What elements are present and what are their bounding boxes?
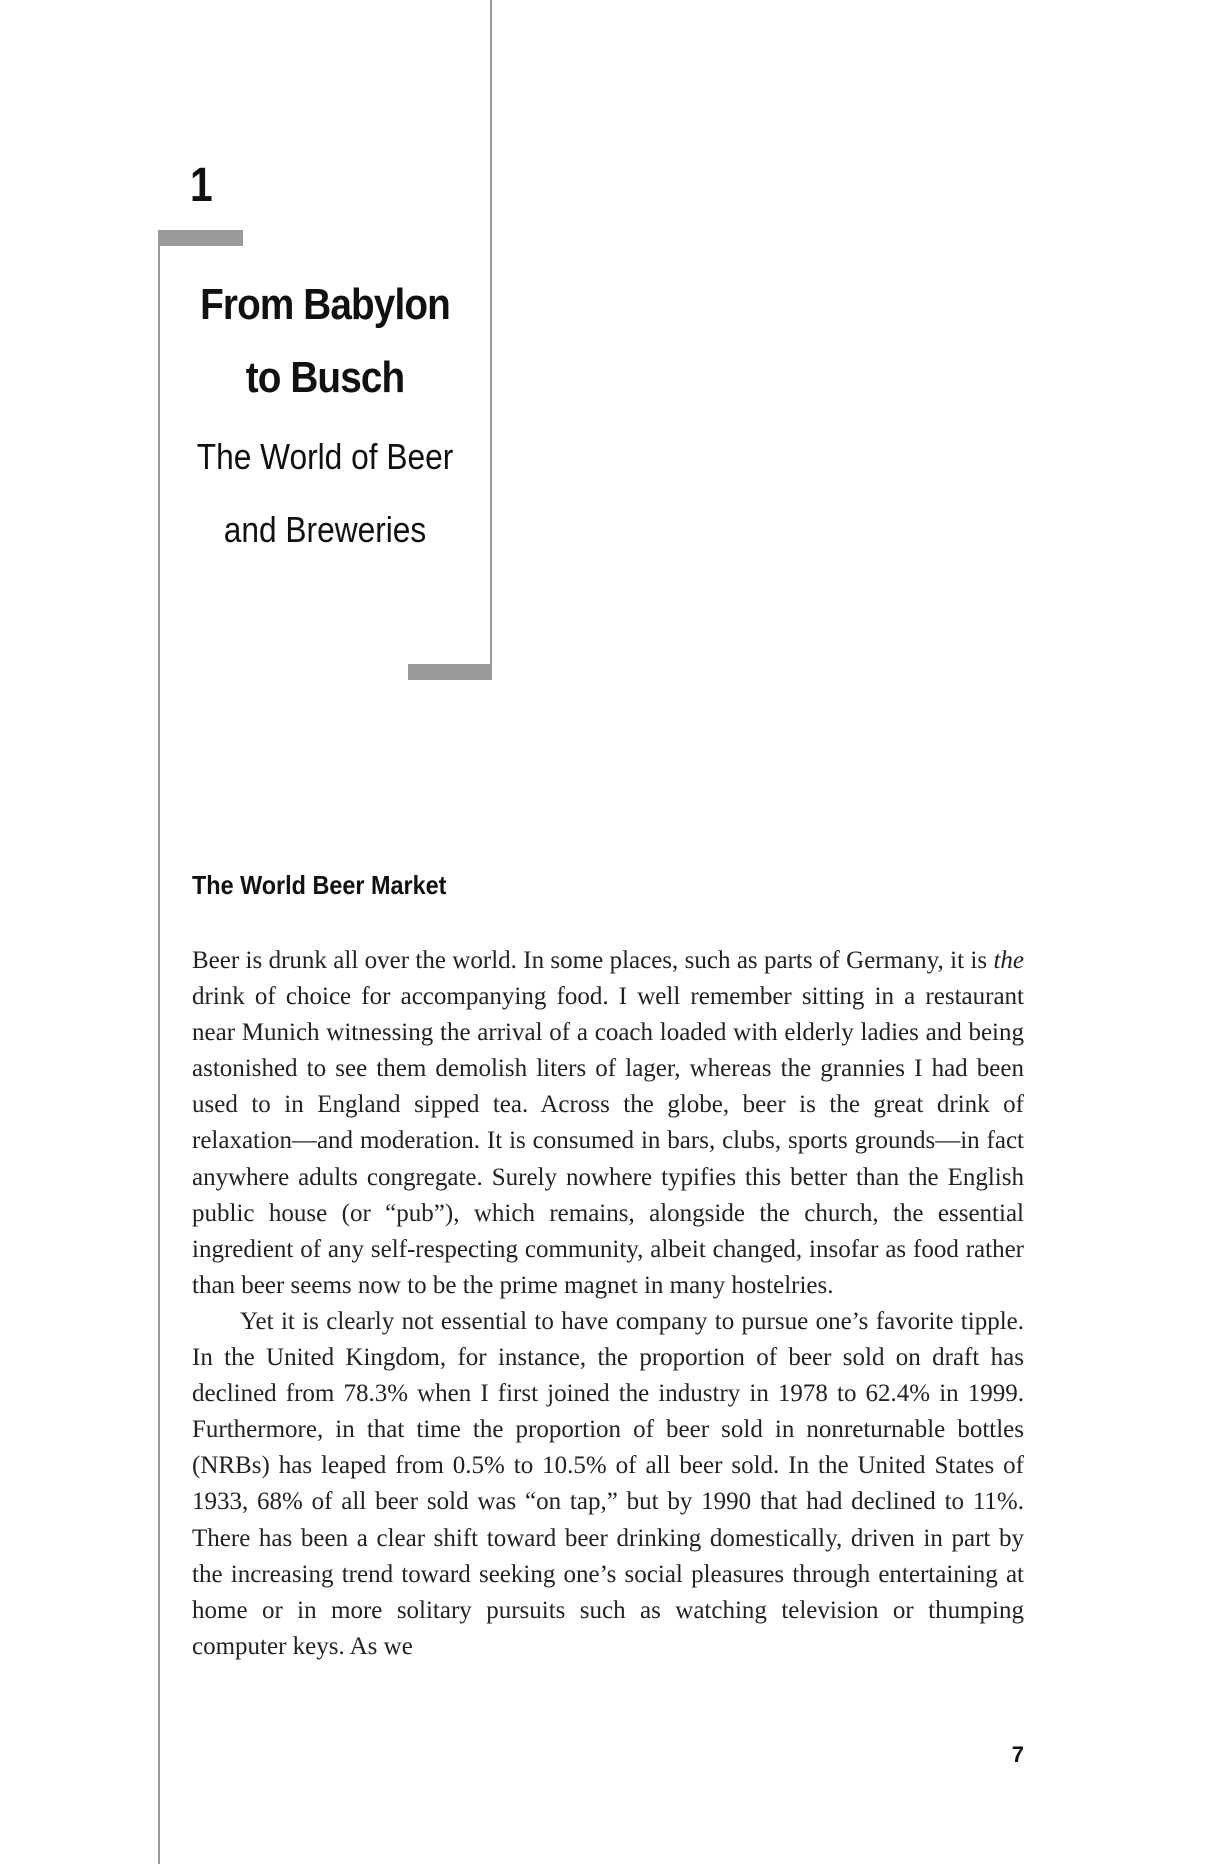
paragraph-1-rest: drink of choice for accompanying food. I well remember sitting in a restaurant near Munich witnessing the arrival of a coach loaded with elderly ladies and being astonished to see them demolish liters of lager, whereas the grannies I had been used to in England sipped tea. Across the globe, beer is the great drink of relaxation—and moderation. It is consumed in bars, clubs, sports grounds—in fact anywhere adults congregate. Surely nowhere typifies this better than the English public house (or “pub”), which remains, alongside the church, the essential ingredient of any self-respecting community, albeit changed, insofar as food rather than beer seems now to be the prime magnet in many hostelries. [192, 983, 1024, 1299]
chapter-title-line-1: From Babylon [200, 280, 450, 329]
chapter-subtitle [175, 420, 475, 566]
paragraph-1-start: Beer is drunk all over the world. In some places, such as parts of Germany, it is [192, 947, 994, 974]
frame-bar-top [158, 230, 243, 246]
chapter-title-line-2: to Busch [245, 353, 405, 402]
frame-rule-left [158, 232, 160, 1864]
chapter-number: 1 [190, 159, 213, 212]
chapter-subtitle-line-2: and Breweries [223, 509, 427, 550]
paragraph-2: Yet it is clearly not essential to have company to pursue one’s favorite tipple. In the United Kingdom, for instance, the proportion of beer sold on draft has declined from 78.3% when I first joined the industry in 1978 to 62.4% in 1999. Furthermore, in that time the proportion of beer sold in nonreturnable bottles (NRBs) has leaped from 0.5% to 10.5% of all beer sold. In the United States of 1933, 68% of all beer sold was “on tap,” but by 1990 that had declined to 11%. There has been a clear shift toward beer drinking domestically, driven in part by the increasing trend toward seeking one’s social pleasures through entertaining at home or in more solitary pursuits such as watching television or thumping computer keys. As we [192, 1307, 1024, 1660]
page-number: 7 [1011, 1742, 1024, 1767]
body-text [192, 943, 1024, 1665]
paragraph-1 [192, 943, 1024, 1304]
chapter-subtitle-line-1: The World of Beer [196, 436, 454, 477]
paragraph-1-emphasis: the [993, 947, 1024, 974]
frame-bar-bottom [408, 664, 492, 680]
chapter-title [175, 268, 475, 414]
frame-rule-right [490, 0, 492, 680]
section-heading: The World Beer Market [192, 870, 447, 900]
